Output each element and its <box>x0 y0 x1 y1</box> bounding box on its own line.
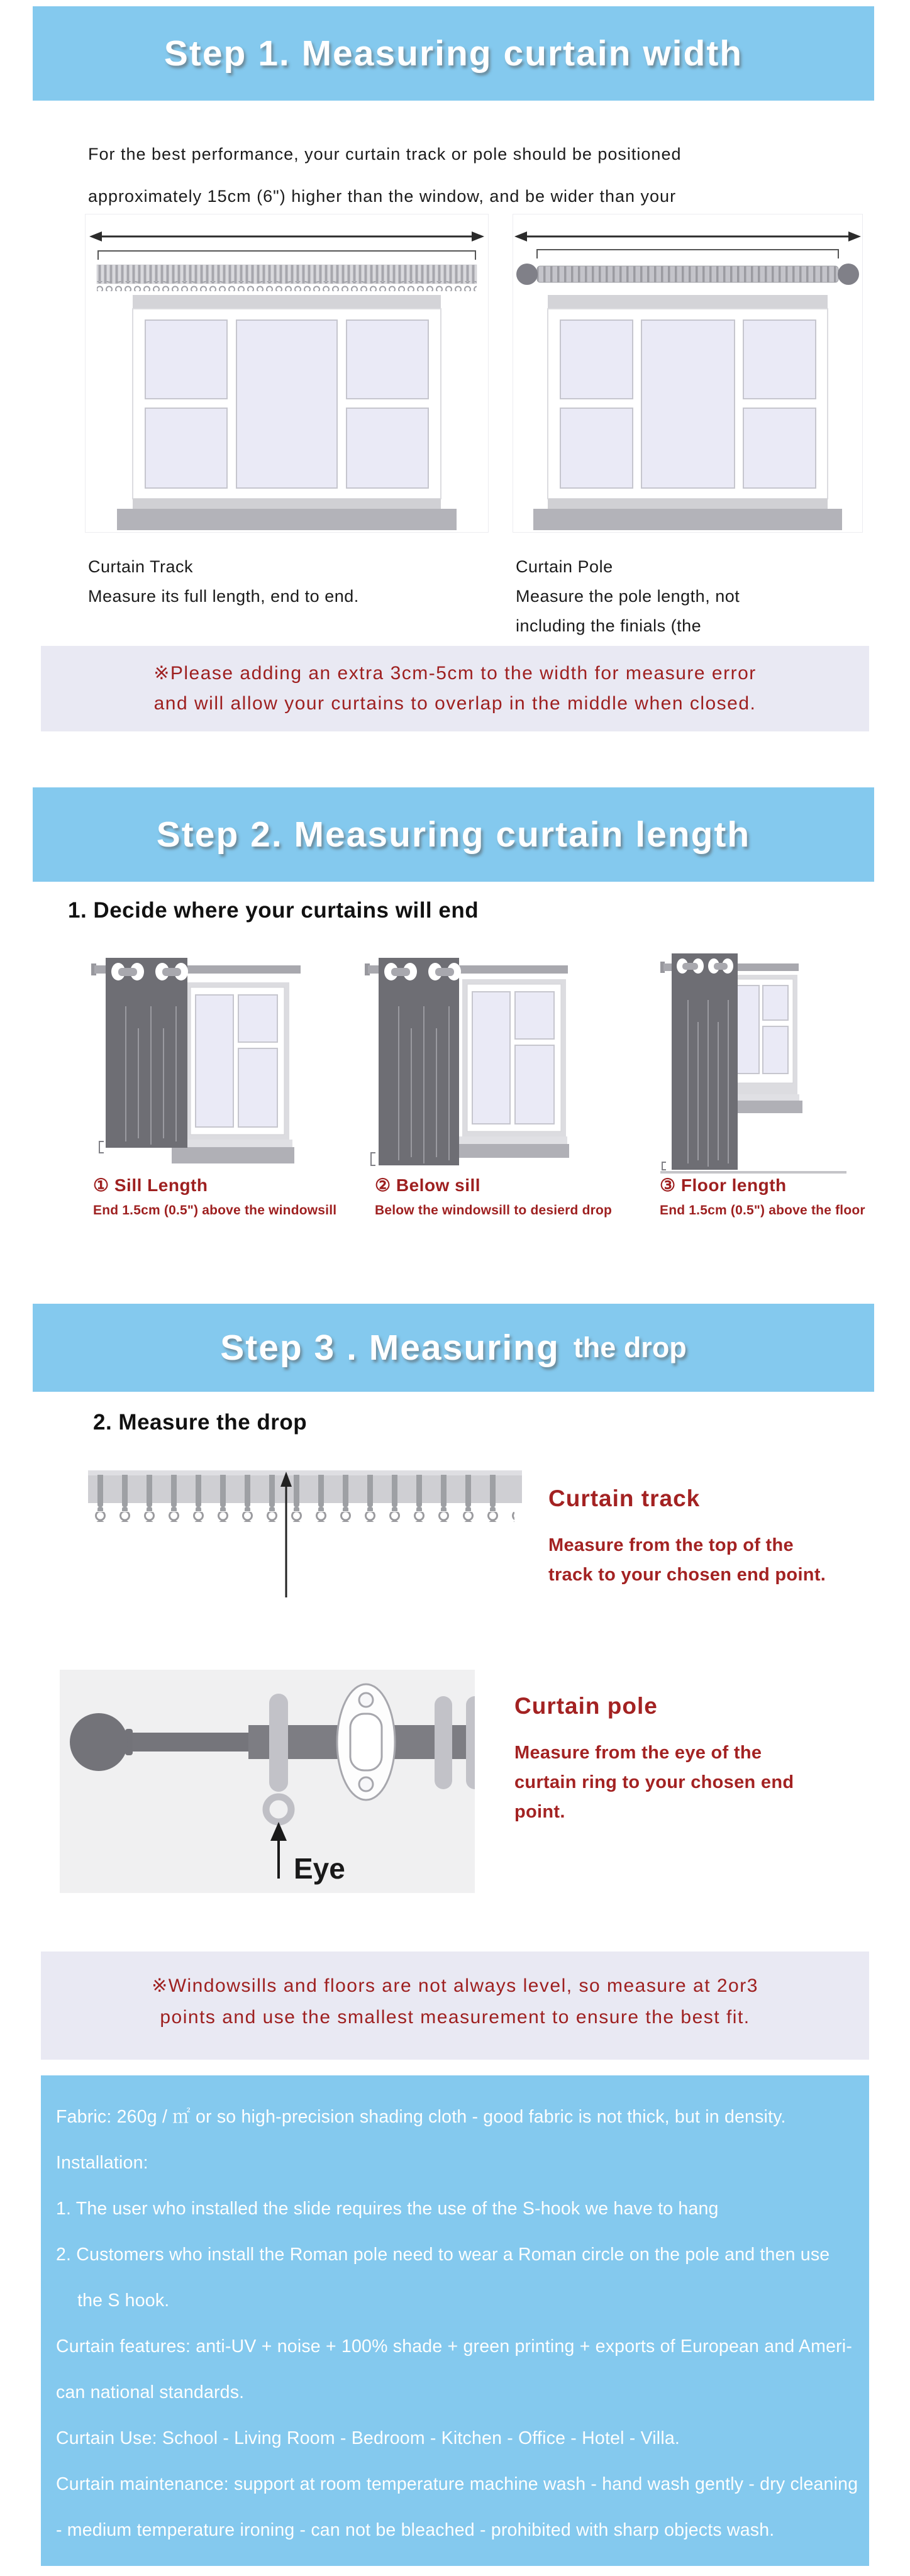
width-note-line2: and will allow your curtains to overlap in the middle when closed. <box>153 693 757 714</box>
sill-length-diagram <box>91 953 302 1179</box>
info-install-step2b: the S hook. <box>77 2290 170 2311</box>
sill-length-svg <box>91 953 302 1176</box>
ball-finial <box>70 1713 128 1771</box>
curtain-track-window-svg <box>86 214 488 532</box>
ring-eye <box>266 1797 291 1822</box>
end-bracket <box>99 1141 104 1153</box>
below-sill-diagram <box>365 953 569 1179</box>
step2-banner <box>33 787 874 882</box>
track-caption-desc: Measure its full length, end to end. <box>88 587 359 606</box>
curtain <box>106 958 188 1148</box>
curtain-pole-info <box>514 1693 794 1827</box>
end-bracket <box>662 1162 666 1170</box>
curtain-pole-info-line3: point. <box>514 1802 565 1822</box>
track-drop-svg <box>88 1470 522 1606</box>
measure-bracket <box>537 250 838 258</box>
pole-with-finials <box>516 264 859 285</box>
option-floor-length <box>660 1175 865 1218</box>
info-use: Curtain Use: School - Living Room - Bedroom - Kitchen - Office - Hotel - Villa. <box>56 2428 680 2448</box>
pole-caption <box>516 552 740 641</box>
option-sill-length-desc: End 1.5cm (0.5") above the windowsill <box>93 1203 337 1218</box>
level-note <box>41 1951 869 2060</box>
curtain-track-info-line1: Measure from the top of the <box>548 1535 794 1555</box>
option-sill-length-label: ① Sill Length <box>93 1175 208 1195</box>
wall-bracket <box>337 1684 395 1800</box>
step2-heading: 1. Decide where your curtains will end <box>68 898 479 923</box>
eye-label: Eye <box>294 1852 345 1885</box>
curtain-ring <box>269 1694 288 1792</box>
window <box>457 979 569 1158</box>
curtain-pole-info-line2: curtain ring to your chosen end <box>514 1772 794 1792</box>
track-caption-title: Curtain Track <box>88 557 194 576</box>
pole-eye-diagram <box>60 1670 475 1896</box>
info-features-cont: can national standards. <box>56 2382 245 2402</box>
floor-length-svg <box>660 950 849 1179</box>
window <box>533 295 842 530</box>
left-finial <box>516 264 538 285</box>
measure-bracket <box>98 251 475 260</box>
track-drop-diagram <box>88 1470 522 1609</box>
info-installation: Installation: <box>56 2153 148 2173</box>
step2-banner-title: Step 2. Measuring curtain length <box>156 814 751 855</box>
level-note-line1: ※Windowsills and floors are not always level, so measure at 2or3 <box>152 1975 758 1996</box>
floor-length-diagram <box>660 950 849 1182</box>
curtain-pole-diagram <box>513 214 863 533</box>
step1-banner-title: Step 1. Measuring curtain width <box>164 33 743 74</box>
option-floor-length-label: ③ Floor length <box>660 1175 787 1195</box>
curtain-track-info-line2: track to your chosen end point. <box>548 1565 826 1585</box>
curtain-track-info <box>548 1485 826 1590</box>
window <box>172 982 294 1163</box>
pole-caption-title: Curtain Pole <box>516 557 613 576</box>
width-arrow-icon <box>89 231 484 242</box>
end-bracket <box>371 1153 375 1165</box>
curtain-ring <box>435 1696 452 1789</box>
pole-eye-svg <box>60 1670 475 1893</box>
info-install-step2: 2. Customers who install the Roman pole need to wear a Roman circle on the pole and then use <box>56 2245 830 2265</box>
step3-banner <box>33 1304 874 1392</box>
step1-intro-line2: approximately 15cm (6") higher than the window, and be wider than your <box>88 187 677 206</box>
track-tape <box>97 265 477 284</box>
curtain <box>379 958 461 1165</box>
curtain-ring <box>466 1696 475 1789</box>
step1-intro-line1: For the best performance, your curtain track or pole should be positioned <box>88 145 682 164</box>
pole-caption-desc2: including the finials (the <box>516 616 702 635</box>
info-maintenance-cont: - medium temperature ironing - can not be bleached - prohibited with sharp objects wash. <box>56 2520 775 2540</box>
step3-heading: 2. Measure the drop <box>93 1410 308 1435</box>
level-note-line2: points and use the smallest measurement to ensure the best fit. <box>160 2007 750 2028</box>
curtain <box>672 953 738 1170</box>
right-finial <box>838 264 859 285</box>
step1-intro <box>88 133 681 218</box>
track-hooks <box>97 281 477 291</box>
info-maintenance: Curtain maintenance: support at room temperature machine wash - hand wash gently - dry cleaning <box>56 2474 858 2494</box>
step1-banner <box>33 6 874 101</box>
info-fabric: Fabric: 260g / ㎡ or so high-precision shading cloth - good fabric is not thick, but in density. <box>56 2107 786 2127</box>
step3-banner-subtitle: the drop <box>573 1331 687 1363</box>
curtain-pole-info-line1: Measure from the eye of the <box>514 1743 762 1763</box>
curtain-pole-window-svg <box>513 214 862 532</box>
track-caption <box>88 552 359 611</box>
width-arrow-icon <box>514 231 861 242</box>
option-below-sill-desc: Below the windowsill to desierd drop <box>375 1203 613 1218</box>
info-features: Curtain features: anti-UV + noise + 100% shade + green printing + exports of European and Ameri- <box>56 2336 853 2357</box>
floor-line <box>660 1171 846 1174</box>
info-install-step1: 1. The user who installed the slide requires the use of the S-hook we have to hang <box>56 2199 719 2219</box>
curtain-track-diagram <box>85 214 489 533</box>
product-info-box <box>41 2075 869 2566</box>
below-sill-svg <box>365 953 569 1176</box>
glider-rings <box>93 1512 514 1522</box>
width-note-line1: ※Please adding an extra 3cm-5cm to the width for measure error <box>153 663 757 684</box>
curtain-pole-info-title: Curtain pole <box>514 1693 658 1719</box>
width-note <box>41 646 869 731</box>
pole-caption-desc1: Measure the pole length, not <box>516 587 740 606</box>
track-gliders <box>93 1475 514 1511</box>
option-below-sill <box>375 1175 612 1218</box>
step3-banner-title: Step 3 . Measuring <box>220 1328 560 1368</box>
option-sill-length <box>93 1175 336 1218</box>
curtain-track-info-title: Curtain track <box>548 1485 701 1511</box>
window <box>117 295 457 530</box>
option-floor-length-desc: End 1.5cm (0.5") above the floor <box>660 1203 865 1218</box>
option-below-sill-label: ② Below sill <box>375 1175 481 1195</box>
